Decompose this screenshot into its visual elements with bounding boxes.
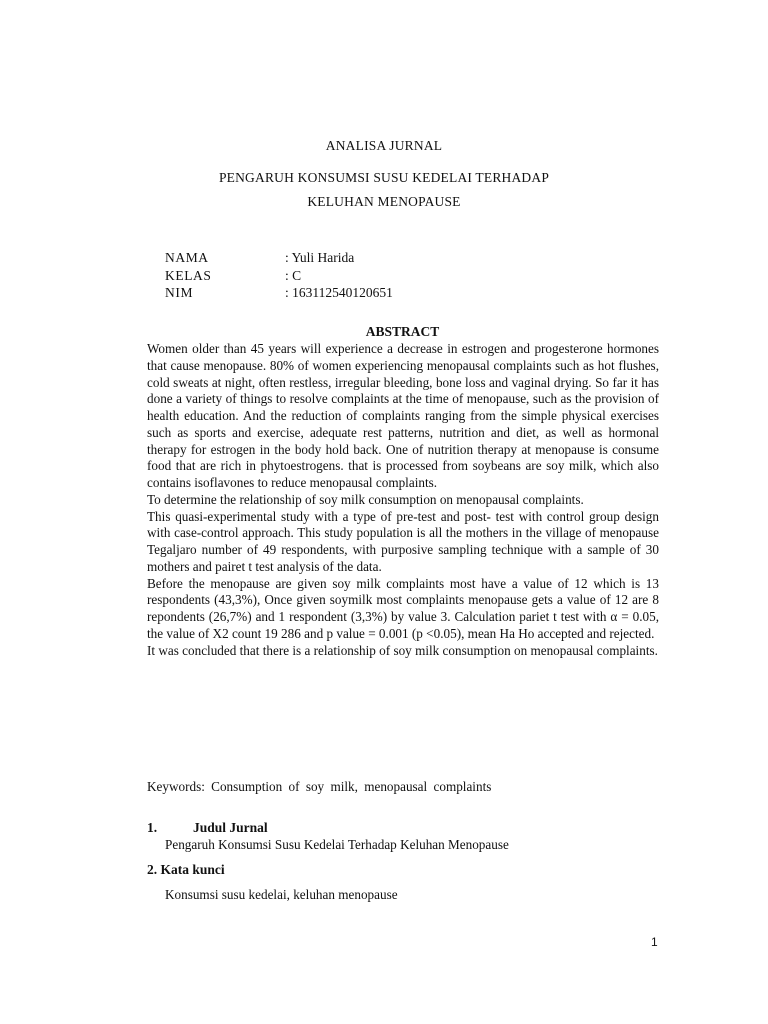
section-2-content: Konsumsi susu kedelai, keluhan menopause xyxy=(165,887,398,902)
identity-block xyxy=(165,249,393,302)
abstract-heading: ABSTRACT xyxy=(365,324,440,339)
section-1-content: Pengaruh Konsumsi Susu Kedelai Terhadap Keluhan Menopause xyxy=(165,837,509,852)
identity-label: KELAS xyxy=(165,267,212,283)
identity-row-kelas xyxy=(165,267,393,285)
section-2-heading: 2. Kata kunci xyxy=(147,862,225,877)
identity-value: : 163112540120651 xyxy=(285,285,393,300)
document-title: ANALISA JURNAL xyxy=(325,138,443,153)
section-1-number: 1. xyxy=(147,820,158,835)
abstract-paragraph-results: Before the menopause are given soy milk complaints most have a value of 12 which is 13 respondents (43,3%), Once given soymilk most complaints menopause gets a value of 12 are 8 repondents (26,7%) and 1 respondent (3,3%) by value 3. Calculation pariet t test with α = 0.05, the value of X2 count 19 286 and p value = 0.001 (p <0.05), mean Ha Ho accepted and rejected. xyxy=(147,575,659,641)
abstract-paragraph-method: This quasi-experimental study with a type of pre-test and post- test with control group design with case-control approach. This study population is all the mothers in the village of menopause Tegaljaro number of 49 respondents, with purposive sampling technique with a sample of 30 mothers and pairet t test analysis of the data. xyxy=(147,508,659,574)
page-number: 1 xyxy=(651,935,658,949)
identity-value: : Yuli Harida xyxy=(285,250,355,265)
abstract-body xyxy=(147,341,659,659)
abstract-keywords: Keywords: Consumption of soy milk, menopausal complaints xyxy=(147,779,492,794)
journal-title-line-1: PENGARUH KONSUMSI SUSU KEDELAI TERHADAP xyxy=(218,170,550,185)
identity-label: NAMA xyxy=(165,250,209,265)
abstract-paragraph-objective: To determine the relationship of soy milk consumption on menopausal complaints. xyxy=(147,491,584,507)
abstract-paragraph-conclusion: It was concluded that there is a relationship of soy milk consumption on menopausal complaints. xyxy=(147,642,658,658)
identity-label: NIM xyxy=(165,285,194,300)
identity-row-nim xyxy=(165,284,393,302)
section-1-heading: Judul Jurnal xyxy=(193,820,268,835)
journal-title-line-2: KELUHAN MENOPAUSE xyxy=(307,194,461,209)
identity-value: : C xyxy=(285,267,302,283)
abstract-paragraph-background: Women older than 45 years will experience a decrease in estrogen and progesterone hormones that cause menopause. 80% of women experiencing menopausal complaints such as hot flushes, cold sweats at night, often restless, irregular bleeding, bone loss and vaginal drying. So far it has done a variety of things to resolve complaints at the time of menopause, such as the provision of health education. And the reduction of complaints ranging from the simple physical exercises such as sports and exercise, adequate rest patterns, nutrition and diet, as well as hormonal therapy for estrogen in the body hold back. One of nutrition therapy at menopause is consume food that are rich in phytoestrogens. that is processed from soybeans are soy milk, which also contains isoflavones to reduce menopausal complaints. xyxy=(147,341,659,490)
identity-row-nama xyxy=(165,249,393,267)
